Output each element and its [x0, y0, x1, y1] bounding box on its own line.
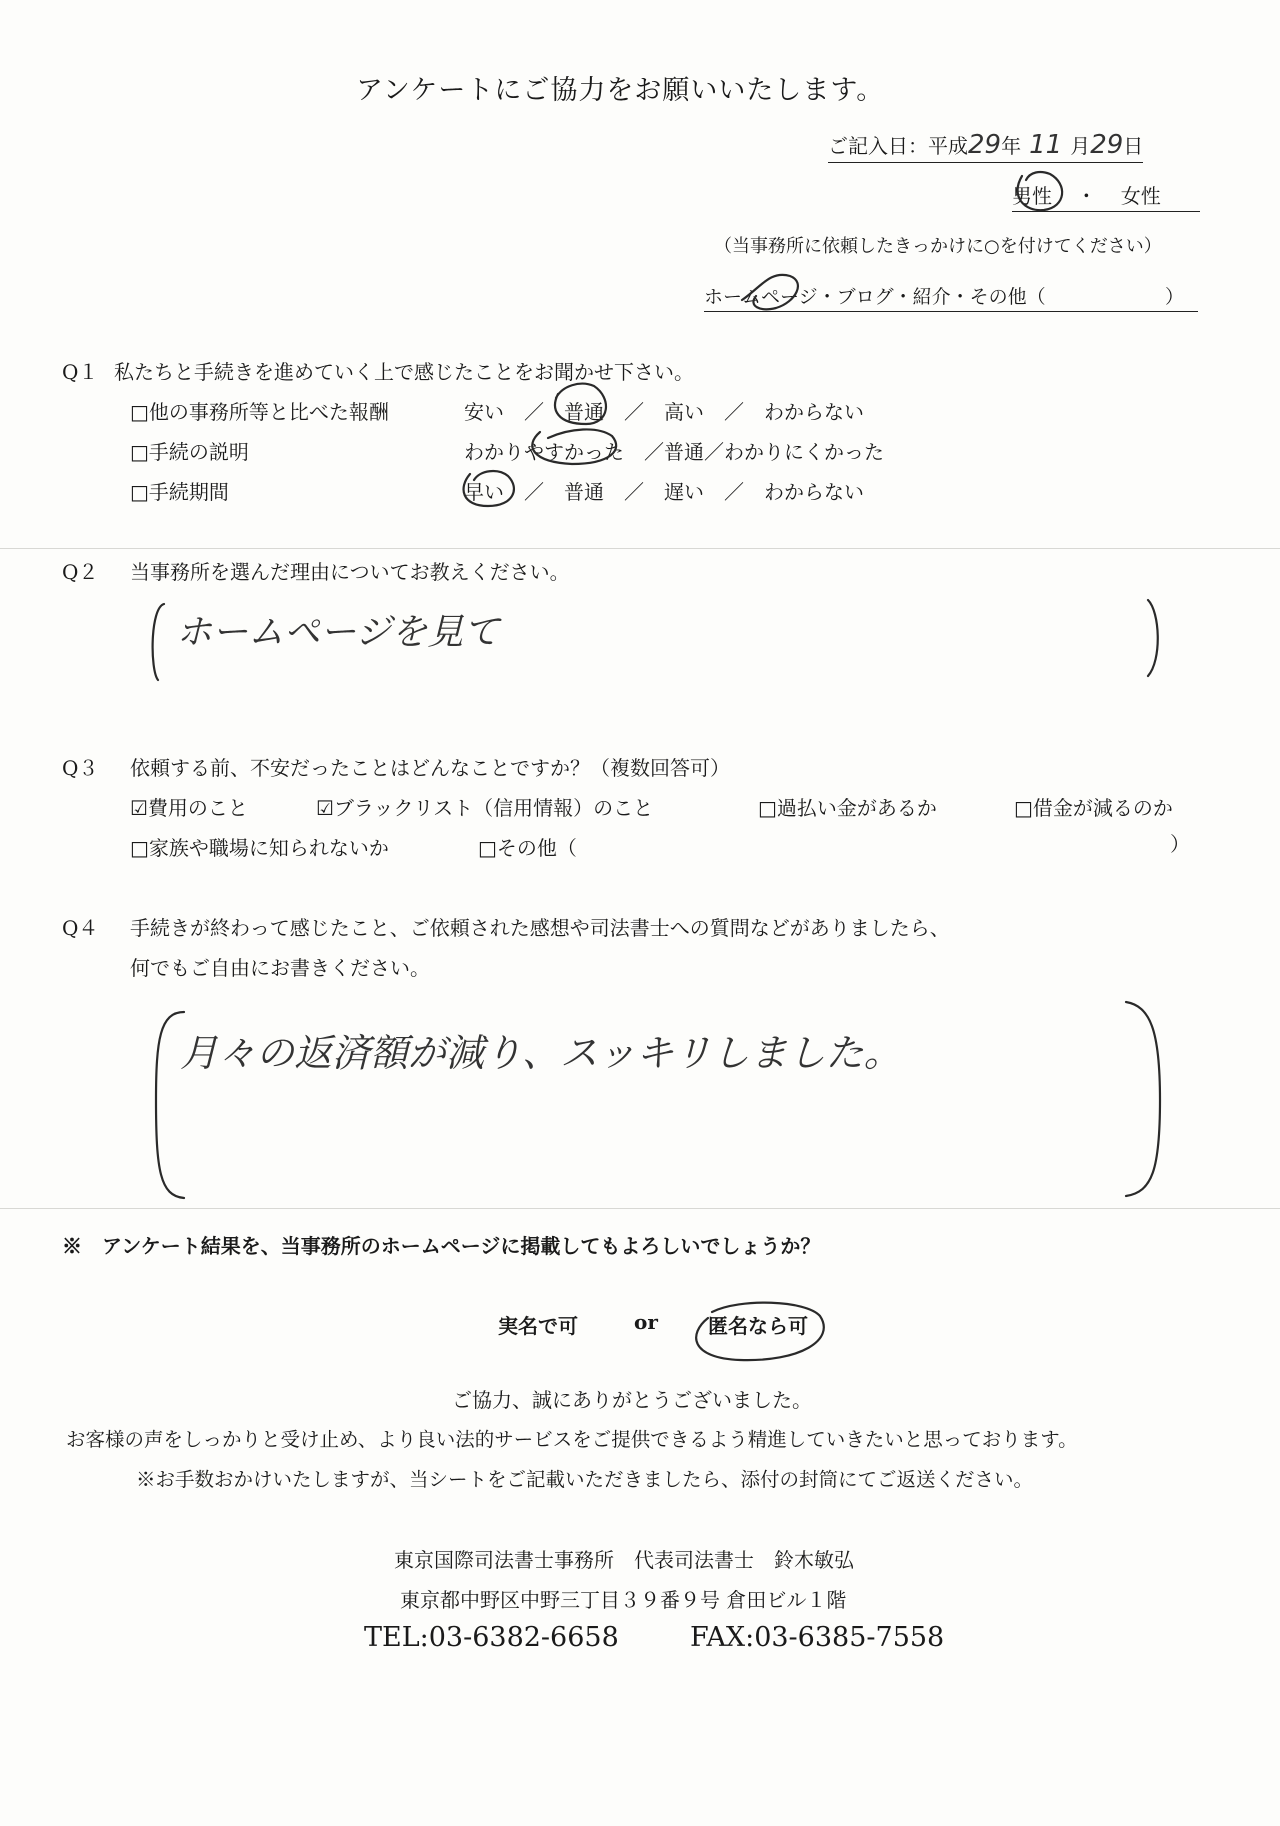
- page-title: アンケートにご協力をお願いいたします。: [356, 75, 885, 106]
- q4-number: Q４: [62, 916, 99, 940]
- q2-number: Q２: [62, 560, 99, 584]
- q3-question: 依頼する前、不安だったことはどんなことですか？（複数回答可）: [130, 756, 730, 780]
- q1-fee-circle-mark: [555, 384, 606, 424]
- q3-option-debt-reduction: □借金が減るのか: [1014, 796, 1173, 820]
- date-day: 29: [1090, 130, 1124, 160]
- date-label: ご記入日：平成: [828, 134, 968, 158]
- q4-left-bracket: [156, 1012, 184, 1198]
- date-month: 11: [1029, 130, 1063, 160]
- gender-separator: ・: [1076, 184, 1097, 208]
- office-name: 東京国際司法書士事務所 代表司法書士 鈴木敏弘: [394, 1548, 854, 1572]
- q3-number: Q３: [62, 756, 99, 780]
- q4-question-line1: 手続きが終わって感じたこと、ご依頼された感想や司法書士への質問などがありましたら、: [130, 916, 950, 940]
- office-address: 東京都中野区中野三丁目３９番９号 倉田ビル１階: [400, 1588, 847, 1612]
- closing-thanks: ご協力、誠にありがとうございました。: [452, 1388, 812, 1412]
- q2-answer: ホームページを見て: [176, 612, 500, 653]
- publish-real-name: 実名で可: [498, 1314, 578, 1338]
- q1-row3-label: □手続期間: [130, 480, 229, 504]
- closing-commitment: お客様の声をしっかりと受け止め、より良い法的サービスをご提供できるよう精進していきたいと思っております。: [66, 1428, 1078, 1451]
- q1-period-circle-mark: [464, 471, 514, 506]
- closing-return-request: ※お手数おかけいたしますが、当シートをご記載いただきましたら、添付の封筒にてご返送ください。: [136, 1468, 1034, 1491]
- anonymous-circle-mark: [696, 1303, 824, 1360]
- date-year-unit: 年: [1001, 134, 1022, 158]
- q2-right-bracket: [1148, 600, 1158, 676]
- office-fax: FAX:03-6385-7558: [690, 1622, 945, 1653]
- trigger-instruction: （当事務所に依頼したきっかけに○を付けてください）: [714, 236, 1162, 257]
- q4-answer: 月々の返済額が減り、スッキリしました。: [180, 1031, 902, 1075]
- q2-left-bracket: [153, 604, 164, 680]
- q3-option-fee: ☑費用のこと: [130, 796, 248, 820]
- q1-row1-label: □他の事務所等と比べた報酬: [130, 400, 389, 424]
- q3-option-other-close: ）: [1170, 832, 1190, 856]
- q3-option-family: □家族や職場に知られないか: [130, 836, 389, 860]
- q1-row2-label: □手続の説明: [130, 440, 249, 464]
- q4-right-bracket: [1126, 1002, 1160, 1196]
- q3-option-blacklist: ☑ブラックリスト（信用情報）のこと: [316, 796, 654, 820]
- q2-question: 当事務所を選んだ理由についてお教えください。: [130, 560, 570, 584]
- gender-female: 女性: [1120, 184, 1161, 208]
- publish-or: or: [634, 1310, 658, 1334]
- q3-option-overpayment: □過払い金があるか: [758, 796, 937, 820]
- q3-option-other: □その他（: [478, 836, 577, 860]
- trigger-close: ）: [1164, 286, 1184, 308]
- q1-row2-options: わかりやすかった ／普通／わかりにくかった: [464, 440, 884, 464]
- q1-question: 私たちと手続きを進めていく上で感じたことをお聞かせ下さい。: [114, 360, 694, 384]
- publish-question: ※ アンケート結果を、当事務所のホームページに掲載してもよろしいでしょうか？: [62, 1234, 821, 1258]
- gender-circle-mark: [1018, 172, 1063, 210]
- date-day-unit: 日: [1123, 134, 1144, 158]
- date-month-unit: 月: [1070, 134, 1091, 158]
- gender-male: 男性: [1012, 184, 1052, 208]
- q1-row3-options: 早い ／ 普通 ／ 遅い ／ わからない: [464, 480, 864, 504]
- q1-row1-options: 安い ／ 普通 ／ 高い ／ わからない: [464, 400, 864, 424]
- q1-number: Q１: [62, 360, 99, 384]
- publish-anonymous: 匿名なら可: [708, 1314, 808, 1338]
- q4-question-line2: 何でもご自由にお書きください。: [130, 956, 430, 980]
- homepage-circle-mark: [742, 275, 798, 309]
- office-tel: TEL:03-6382-6658: [364, 1622, 619, 1653]
- q1-explanation-circle-mark: [532, 429, 616, 464]
- date-year: 29: [968, 130, 1002, 160]
- trigger-options: ホームページ・ブログ・紹介・その他（: [704, 286, 1046, 308]
